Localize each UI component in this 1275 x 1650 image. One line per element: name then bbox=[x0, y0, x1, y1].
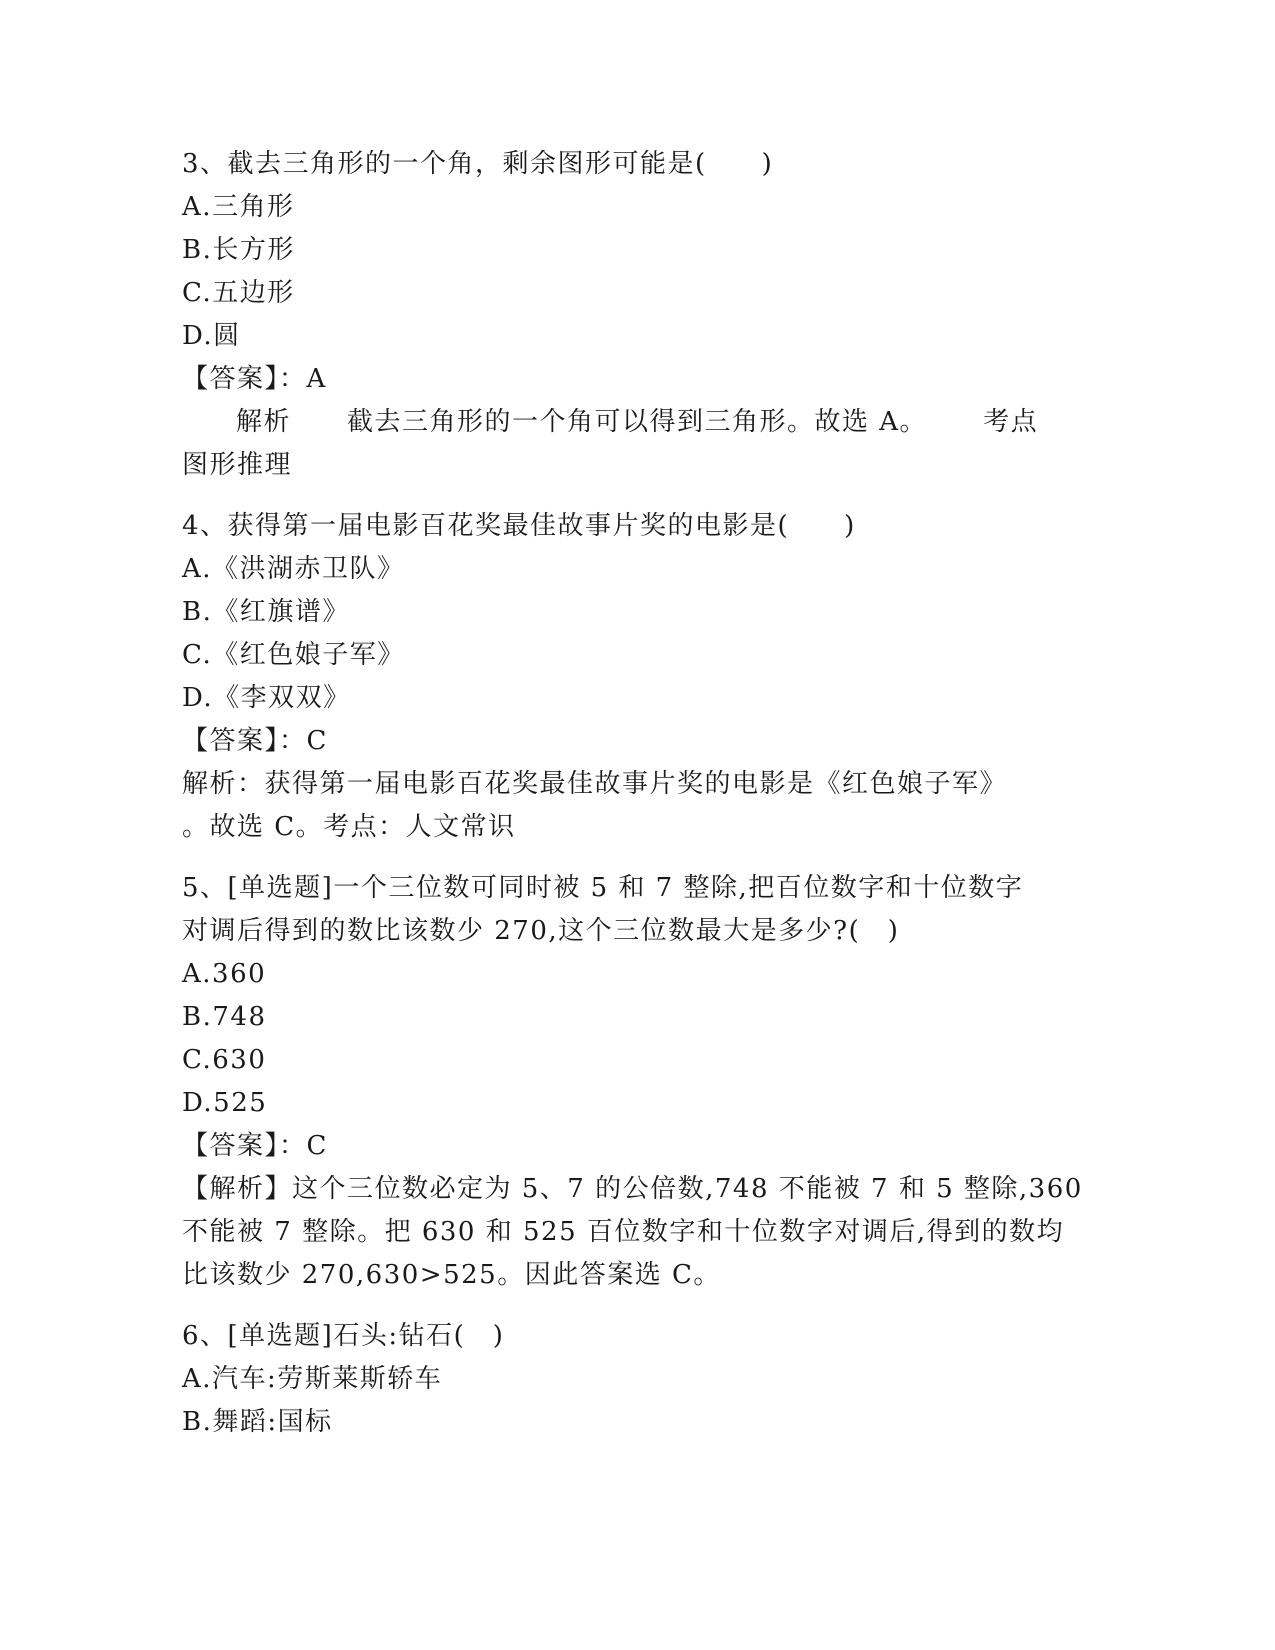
topic-value: 图形推理 bbox=[182, 450, 293, 480]
question-stem: 3、截去三角形的一个角，剩余图形可能是( ) bbox=[182, 149, 774, 179]
question-stem-line: 对调后得到的数比该数少 270,这个三位数最大是多少?( ) bbox=[182, 916, 900, 946]
analysis-line bbox=[182, 401, 1082, 444]
question-stem: 4、获得第一届电影百花奖最佳故事片奖的电影是( ) bbox=[182, 511, 856, 541]
option-b: B.《红旗谱》 bbox=[182, 597, 350, 627]
analysis-line: 。故选 C。考点：人文常识 bbox=[182, 812, 516, 842]
option-c: C.五边形 bbox=[182, 278, 295, 308]
answer: 【答案】：C bbox=[182, 726, 328, 756]
analysis-line: 解析：获得第一届电影百花奖最佳故事片奖的电影是《红色娘子军》 bbox=[182, 769, 1008, 799]
question-5 bbox=[182, 867, 1082, 1297]
analysis-line: 不能被 7 整除。把 630 和 525 百位数字和十位数字对调后,得到的数均 bbox=[182, 1217, 1065, 1247]
option-a: A.三角形 bbox=[182, 192, 295, 222]
question-stem-line: 5、[单选题]一个三位数可同时被 5 和 7 整除,把百位数字和十位数字 bbox=[182, 873, 1024, 903]
option-a: A.《洪湖赤卫队》 bbox=[182, 554, 405, 584]
option-d: D.《李双双》 bbox=[182, 683, 351, 713]
option-d: D.525 bbox=[182, 1088, 268, 1118]
analysis-line: 【解析】这个三位数必定为 5、7 的公倍数,748 不能被 7 和 5 整除,360 bbox=[182, 1174, 1083, 1204]
question-6 bbox=[182, 1315, 1082, 1444]
analysis-line: 比该数少 270,630>525。因此答案选 C。 bbox=[182, 1260, 721, 1290]
option-c: C.630 bbox=[182, 1045, 267, 1075]
option-b: B.748 bbox=[182, 1002, 267, 1032]
topic-label: 考点 bbox=[983, 407, 1039, 437]
question-3 bbox=[182, 143, 1082, 487]
question-stem: 6、[单选题]石头:钻石( ) bbox=[182, 1321, 505, 1351]
analysis-text: 截去三角形的一个角可以得到三角形。故选 A。 bbox=[347, 407, 928, 437]
answer: 【答案】：A bbox=[182, 364, 327, 394]
option-c: C.《红色娘子军》 bbox=[182, 640, 405, 670]
option-d: D.圆 bbox=[182, 321, 241, 351]
analysis-label: 解析 bbox=[236, 407, 292, 437]
document-page bbox=[182, 143, 1082, 1462]
option-b: B.长方形 bbox=[182, 235, 295, 265]
option-a: A.360 bbox=[182, 959, 267, 989]
option-a: A.汽车:劳斯莱斯轿车 bbox=[182, 1364, 443, 1394]
question-4 bbox=[182, 505, 1082, 849]
answer: 【答案】：C bbox=[182, 1131, 328, 1161]
option-b: B.舞蹈:国标 bbox=[182, 1407, 333, 1437]
